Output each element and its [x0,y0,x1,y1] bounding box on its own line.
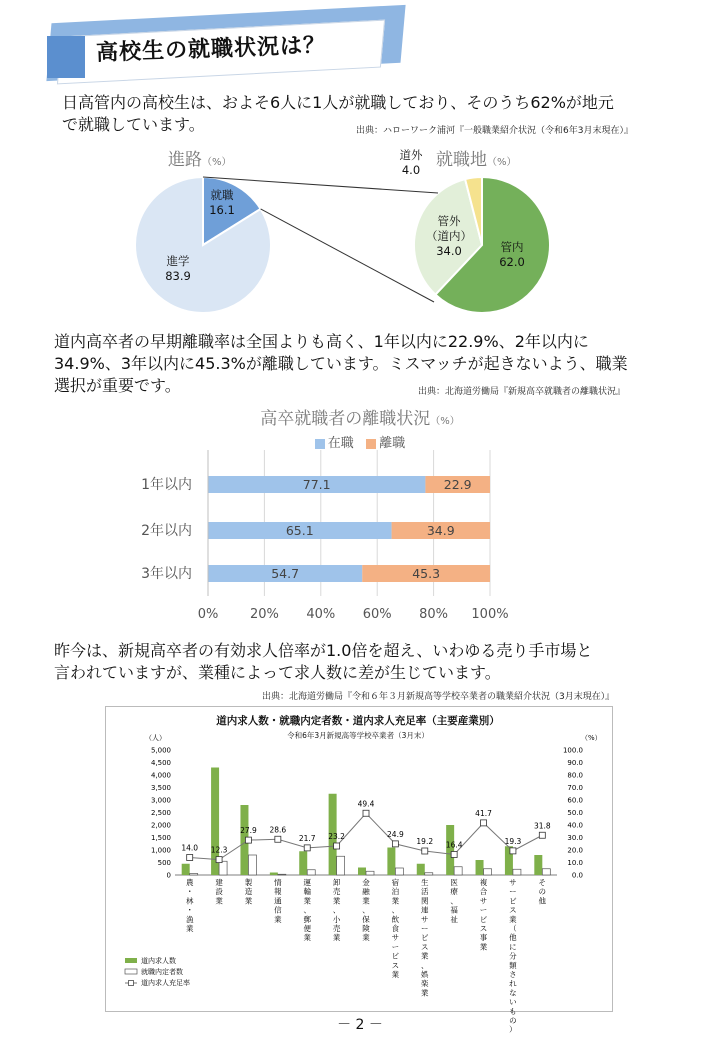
industry-y-tick: 3,000 [150,796,171,805]
industry-category-char: 設 [215,887,223,897]
industry-y2-tick: 90.0 [567,759,583,767]
industry-bar-hires [307,870,315,875]
industry-category-char: ス [391,960,400,970]
industry-category-char: 融 [362,887,370,897]
industry-legend-rate-marker [129,981,134,986]
industry-y-tick: 500 [157,859,171,867]
industry-category-char: に [509,942,517,952]
industry-rate-label: 41.7 [475,808,492,818]
industry-category-char: 林 [185,896,194,906]
turnover-left-label: 45.3 [412,566,441,581]
industry-category-char: 楽 [421,979,429,989]
industry-category-char: サ [391,933,400,943]
industry-rate-label: 27.9 [240,826,257,836]
industry-category-char: 業 [215,896,223,906]
industry-rate-label: 19.3 [504,836,522,846]
industry-bar-hires [484,869,492,875]
industry-bar-jobs [476,860,484,875]
industry-bar-hires [248,855,256,875]
industry-category-char: 業 [362,933,370,943]
industry-category-char: な [509,988,517,998]
industry-bar-hires [425,873,433,875]
industry-category-char: 造 [244,887,253,897]
pie-course-label-study [160,254,196,284]
industry-category-char: そ [538,878,547,887]
industry-category-char: ス [421,942,429,952]
industry-bar-jobs [182,864,190,875]
industry-y-tick: 1,000 [150,846,171,855]
industry-category-char: サ [421,914,429,924]
turnover-x-tick: 60% [362,607,392,622]
industry-category-char: 事 [479,933,488,943]
industry-y2-tick: 40.0 [567,821,583,830]
industry-category-char: 祉 [450,914,458,924]
pie-course-label-employment-name: 就職 [210,188,234,202]
industry-category-char: ビ [509,896,517,906]
turnover-employed-label: 77.1 [302,477,331,492]
industry-bar-jobs [299,851,307,875]
industry-bar-hires [513,869,521,875]
industry-category-char: 活 [421,887,429,897]
pie-course-label-employment-value: 16.1 [209,203,235,217]
industry-category-char: ス [479,924,488,933]
industry-rate-label: 23.2 [328,832,345,841]
industry-category-char: ビ [421,933,429,943]
industry-legend-hires-label: 就職内定者数 [141,968,183,976]
industry-y2-tick: 10.0 [567,859,583,867]
industry-rate-label: 14.0 [181,843,199,853]
industry-category-char: 、 [303,905,311,915]
industry-category-char: 業 [421,988,429,998]
industry-rate-marker [451,852,457,858]
pie-course [135,177,271,313]
turnover-employed-label: 65.1 [285,523,314,538]
industry-y2-tick: 80.0 [567,771,583,780]
industry-bar-hires [337,856,345,875]
industry-legend-rate-label: 道内求人充足率 [141,979,190,987]
industry-category-char: 険 [362,924,370,933]
turnover-x-tick: 100% [471,607,509,622]
industry-bar-hires [190,874,198,876]
industry-category-char: 業 [185,924,194,933]
industry-y2-tick: 20.0 [567,846,583,855]
industry-category-char: 娯 [421,970,429,979]
industry-category-char: 情 [274,878,282,887]
industry-category-char: ー [509,887,517,897]
pie-location-unit: （%） [487,157,517,168]
section2-source: 出典：北海道労働局『新規高卒就職者の離職状況』 [418,387,626,397]
industry-category-char: 、 [391,905,400,915]
industry-y2-tick: 30.0 [567,834,583,842]
turnover-title: 高卒就職者の離職状況 [260,409,431,429]
industry-category-char: 類 [509,960,517,970]
legend-left-label: 離職 [379,436,406,451]
industry-y2-tick: 70.0 [567,784,583,792]
pie-location-label-outside-value: 34.0 [436,244,462,258]
pie-location-label-local [494,240,530,270]
turnover-title-wrap [0,404,720,429]
industry-rate-label: 16.4 [445,840,463,850]
turnover-x-tick: 20% [249,607,279,622]
industry-category-char: 連 [421,905,429,915]
industry-category-char: 信 [274,905,282,915]
industry-category-char: 小 [332,914,341,924]
industry-category-char: 郵 [303,914,311,924]
pie-location-label-outpref-value: 4.0 [401,163,421,177]
industry-category-char: 、 [332,905,341,915]
industry-category-char: 業 [391,896,400,906]
industry-category-char: ー [479,905,488,915]
industry-category-char: 便 [303,924,311,933]
industry-legend-jobs-label: 道内求人数 [141,957,176,965]
industry-category-char: ） [509,1025,517,1035]
industry-rate-marker [539,832,545,838]
industry-y-tick: 0 [166,871,171,880]
section3-source: 出典：北海道労働局『令和６年３月新規高等学校卒業者の職業紹介状況（3月末現在）』 [262,692,615,702]
industry-rate-marker [392,841,398,847]
industry-category-char: 複 [479,878,488,887]
industry-category-char: 卸 [332,878,341,887]
page-title: 高校生の就職状況は？ [95,32,327,67]
industry-rate-label: 28.6 [269,825,287,835]
industry-category-char: 業 [421,951,429,961]
industry-rate-label: 49.4 [357,799,375,809]
turnover-category-label: 3年以内 [141,566,192,582]
pie-course-unit: （%） [202,157,232,168]
industry-category-char: 生 [421,878,429,887]
industry-rate-marker [216,857,222,863]
industry-category-char: の [538,887,547,897]
industry-category-char: の [509,1016,517,1025]
industry-y-tick: 1,500 [150,834,171,842]
industry-y-tick: 2,500 [150,809,171,817]
industry-bar-jobs [534,855,542,875]
industry-category-char: ビ [391,951,400,961]
turnover-chart [0,450,720,630]
legend-employed-swatch [315,439,325,449]
industry-category-char: い [509,997,517,1007]
industry-y-tick: 4,000 [150,771,171,780]
industry-bar-hires [542,869,550,875]
industry-category-char: 輸 [303,887,311,897]
industry-rate-marker [422,848,428,854]
pie-course-label-study-name: 進学 [166,254,190,268]
industry-category-char: サ [509,878,517,887]
industry-rate-marker [304,845,310,851]
section3-text-line1: 昨今は、新規高卒者の有効求人倍率が1.0倍を超え、いわゆる売り手市場と [54,641,593,660]
industry-category-char: 業 [332,896,341,906]
industry-rate-marker [187,855,193,861]
turnover-x-tick: 0% [197,607,219,622]
industry-category-char: 、 [450,896,458,906]
pie-location-label-outpref [396,148,426,178]
industry-y-tick: 2,000 [150,821,171,830]
pie-location-label-local-name: 管内 [500,240,524,254]
pie-location-label-outside-name1: 管外 [437,214,461,228]
pie-location-label-local-value: 62.0 [499,255,525,269]
industry-category-char: 業 [509,914,517,924]
industry-category-char: も [509,1006,517,1016]
pie-location-label-outside-name2: （道内） [426,229,472,243]
industry-bar-jobs [417,864,425,875]
industry-bar-jobs [446,825,454,875]
section2-text-line3: 選択が重要です。 [54,376,181,395]
industry-rate-marker [275,836,281,842]
industry-rate-marker [334,843,340,849]
industry-category-char: ビ [479,914,488,924]
pie-course-label-study-value: 83.9 [165,269,191,283]
industry-category-char: 売 [332,887,341,897]
turnover-category-label: 1年以内 [141,477,192,493]
industry-legend-jobs-swatch [125,958,137,963]
industry-y2-tick: 50.0 [567,809,583,817]
industry-category-char: 食 [391,924,400,933]
industry-category-char: 、 [421,960,429,970]
pie-course-label-employment [204,188,240,218]
industry-category-char: 業 [332,933,341,943]
industry-bar-hires [219,861,227,875]
industry-rate-label: 31.8 [533,821,551,831]
industry-category-char: 医 [450,878,458,887]
industry-chart-subtitle: 令和6年3月新規高等学校卒業者（3月末） [287,731,429,740]
industry-chart [105,706,611,1035]
section1-text-line2: で就職しています。 [62,115,205,134]
industry-category-char: 関 [421,896,429,906]
section2-text-line2: 34.9%、3年以内に45.3%が離職しています。ミスマッチが起きないよう、職業 [54,354,628,373]
industry-rate-marker [481,820,487,826]
industry-category-char: 分 [509,951,517,961]
industry-category-char: れ [509,979,517,989]
industry-category-char: 金 [362,878,370,887]
pie-charts [0,0,720,330]
section2-text-line1: 道内高卒者の早期離職率は全国よりも高く、1年以内に22.9%、2年以内に [54,332,589,351]
turnover-left-label: 22.9 [443,477,472,492]
industry-category-char: 業 [303,933,311,943]
industry-bar-hires [454,867,462,875]
turnover-employed-label: 54.7 [271,566,300,581]
industry-bar-hires [395,868,403,875]
industry-right-unit: （%） [581,734,602,742]
industry-category-char: （ [509,924,517,933]
industry-bar-jobs [270,873,278,876]
industry-category-char: 福 [450,905,458,915]
industry-category-char: 売 [332,924,341,933]
page-number: － 2 － [337,1017,383,1033]
industry-category-char: 建 [215,878,223,887]
legend-left-swatch [366,439,376,449]
industry-category-char: 製 [244,878,253,887]
section3-text-line2: 言われていますが、業種によって求人数に差が生じています。 [54,663,501,682]
turnover-unit: （%） [430,416,460,427]
industry-rate-marker [245,837,251,843]
industry-category-char: 報 [274,887,282,897]
industry-left-unit: （人） [145,734,166,742]
industry-y2-tick: 60.0 [567,796,583,805]
industry-category-char: 飲 [391,914,400,924]
industry-bar-jobs [358,868,366,876]
pie-course-title: 進路 [168,150,202,170]
industry-legend-hires-swatch [125,969,137,974]
pie-location-label-outpref-name: 道外 [399,148,423,162]
turnover-left-label: 34.9 [426,523,455,538]
industry-y-tick: 3,500 [150,784,171,792]
industry-category-char: 他 [509,933,517,943]
industry-rate-marker [363,810,369,816]
industry-category-char: 業 [479,942,488,952]
industry-chart-title: 道内求人数・就職内定者数・道内求人充足率（主要産業別） [216,715,500,727]
industry-category-char: 業 [303,896,311,906]
industry-category-char: 業 [274,914,282,924]
industry-category-char: 業 [244,896,253,906]
industry-category-char: 療 [450,887,458,897]
turnover-legend [0,432,720,451]
industry-y2-tick: 100.0 [562,746,583,755]
industry-category-char: 、 [362,905,370,915]
industry-category-char: 業 [391,970,400,979]
pie-connector-bottom [261,209,434,302]
industry-category-char: ・ [185,905,194,915]
industry-category-char: ス [509,905,517,915]
industry-bar-jobs [387,848,395,876]
industry-category-char: 通 [274,896,282,906]
industry-category-char: ・ [185,887,194,897]
pie-location-label-outside [424,214,474,259]
industry-category-char: 漁 [185,914,194,924]
industry-category-char: 運 [303,878,311,887]
industry-rate-label: 12.3 [210,845,228,855]
section1-text-line1: 日高管内の高校生は、およそ6人に1人が就職しており、そのうち62%が地元 [62,93,614,112]
industry-category-char: 保 [362,914,370,924]
industry-y2-tick: 0.0 [571,871,583,880]
industry-category-char: 合 [479,887,488,897]
industry-bar-hires [366,871,374,875]
industry-rate-marker [510,848,516,854]
turnover-x-tick: 40% [306,607,336,622]
pie-location-title: 就職地 [436,150,487,170]
industry-rate-label: 21.7 [298,833,316,843]
industry-y-tick: 5,000 [150,746,171,755]
industry-rate-label: 24.9 [387,829,404,839]
industry-category-char: さ [509,970,517,979]
legend-employed-label: 在職 [327,436,354,451]
industry-category-char: 泊 [391,887,400,897]
industry-category-char: サ [479,896,488,906]
turnover-category-label: 2年以内 [141,523,192,539]
industry-category-char: 宿 [391,878,400,887]
industry-category-char: 他 [538,896,547,906]
industry-y-tick: 4,500 [150,759,171,767]
section1-source: 出典：ハローワーク浦河『一般職業紹介状況（令和6年3月末現在）』 [356,126,633,136]
industry-category-char: ー [391,942,400,952]
industry-bar-hires [278,874,286,875]
turnover-x-tick: 80% [419,607,449,622]
industry-rate-label: 19.2 [416,837,434,846]
industry-category-char: ー [421,924,429,933]
industry-category-char: 業 [362,896,370,906]
industry-category-char: 農 [185,878,194,887]
